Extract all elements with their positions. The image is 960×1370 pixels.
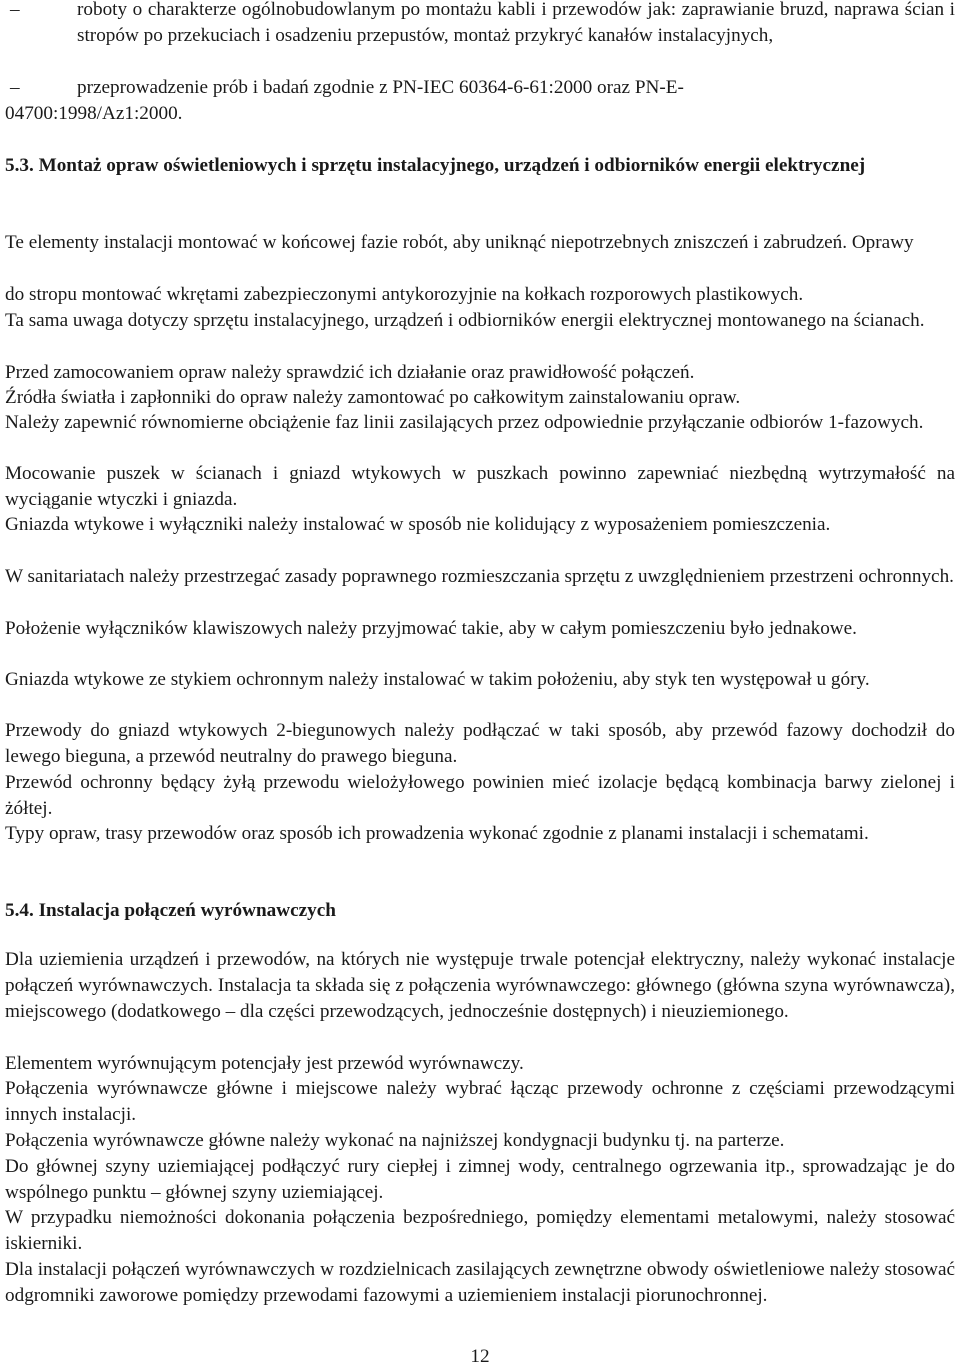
paragraph: Połączenia wyrównawcze główne i miejscowe należy wybrać łącząc przewody ochronne z częściami przewodzącymi innych instalacji.: [5, 1078, 955, 1125]
paragraph: Gniazda wtykowe ze stykiem ochronnym należy instalować w takim położeniu, aby styk ten występował u góry.: [5, 669, 870, 690]
paragraph: Typy opraw, trasy przewodów oraz sposób ich prowadzenia wykonać zgodnie z planami instalacji i schematami.: [5, 823, 869, 844]
paragraph: Do głównej szyny uziemiającej podłączyć rury ciepłej i zimnej wody, centralnego ogrzewania itp., sprowadzając je do wspólnego punktu – głównej szyny uziemiającej.: [5, 1156, 955, 1203]
paragraph: W sanitariatach należy przestrzegać zasady poprawnego rozmieszczania sprzętu z uwzględnieniem przestrzeni ochronnych.: [5, 566, 954, 587]
list-item: [5, 75, 955, 101]
paragraph: Ta sama uwaga dotyczy sprzętu instalacyjnego, urządzeń i odbiorników energii elektrycznej montowanego na ścianach.: [5, 310, 925, 331]
paragraph: Położenie wyłączników klawiszowych należy przyjmować takie, aby w całym pomieszczeniu było jednakowe.: [5, 618, 857, 639]
list-item-text: roboty o charakterze ogólnobudowlanym po montażu kabli i przewodów jak: zaprawianie bruzd, naprawa ścian i stropów po przekuciach i osadzeniu przepustów, montaż przykryć kanałów instalacyjnych,: [77, 0, 955, 46]
paragraph: Gniazda wtykowe i wyłączniki należy instalować w sposób nie kolidujący z wyposażeniem pomieszczenia.: [5, 514, 831, 535]
section-heading: 5.3. Montaż opraw oświetleniowych i sprzętu instalacyjnego, urządzeń i odbiorników energii elektrycznej: [5, 155, 866, 176]
list-item-text: przeprowadzenie prób i badań zgodnie z PN-IEC 60364-6-61:2000 oraz PN-E-: [77, 77, 684, 98]
paragraph: Źródła światła i zapłonniki do opraw należy zamontować po całkowitym zainstalowaniu opraw.: [5, 387, 741, 408]
paragraph: Te elementy instalacji montować w końcowej fazie robót, aby uniknąć niepotrzebnych zniszczeń i zabrudzeń. Oprawy: [5, 232, 914, 253]
paragraph: Należy zapewnić równomierne obciążenie faz linii zasilających przez odpowiednie przyłączanie odbiorów 1-fazowych.: [5, 412, 924, 433]
paragraph: Dla instalacji połączeń wyrównawczych w rozdzielnicach zasilających zewnętrzne obwody oświetleniowe należy stosować odgromniki zaworowe pomiędzy przewodami fazowymi a uziemieniem instalacji piorunochronnej.: [5, 1259, 955, 1306]
paragraph: Dla uziemienia urządzeń i przewodów, na których nie występuje trwale potencjał elektryczny, należy wykonać instalacje połączeń wyrównawczych. Instalacja ta składa się z połączenia wyrównawczego: głównego (główna szyna wyrównawcza), miejscowego (dodatkowego – dla części przewodzących, jednocześnie dostępnych) i nieuziemionego.: [5, 949, 955, 1022]
paragraph: Przed zamocowaniem opraw należy sprawdzić ich działanie oraz prawidłowość połączeń.: [5, 362, 695, 383]
list-item: [5, 0, 955, 49]
paragraph: W przypadku niemożności dokonania połączenia bezpośredniego, pomiędzy elementami metalowymi, należy stosować iskierniki.: [5, 1207, 955, 1254]
paragraph: Połączenia wyrównawcze główne należy wykonać na najniższej kondygnacji budynku tj. na parterze.: [5, 1130, 785, 1151]
paragraph: Przewody do gniazd wtykowych 2-biegunowych należy podłączać w taki sposób, aby przewód fazowy dochodził do lewego bieguna, a przewód neutralny do prawego bieguna.: [5, 720, 955, 767]
list-dash: –: [10, 0, 20, 20]
page-number: 12: [470, 1346, 490, 1367]
paragraph: Przewód ochronny będący żyłą przewodu wielożyłowego powinien mieć izolacje będącą kombinacja barwy zielonej i żółtej.: [5, 772, 955, 819]
list-dash: –: [10, 77, 20, 98]
paragraph: do stropu montować wkrętami zabezpieczonymi antykorozyjnie na kołkach rozporowych plastikowych.: [5, 284, 804, 305]
paragraph: Mocowanie puszek w ścianach i gniazd wtykowych w puszkach powinno zapewniać niezbędną wytrzymałość na wyciąganie wtyczki i gniazda.: [5, 463, 955, 510]
paragraph: Elementem wyrównującym potencjały jest przewód wyrównawczy.: [5, 1053, 524, 1074]
list-item-continuation: 04700:1998/Az1:2000.: [5, 103, 183, 124]
section-heading: 5.4. Instalacja połączeń wyrównawczych: [5, 900, 336, 921]
